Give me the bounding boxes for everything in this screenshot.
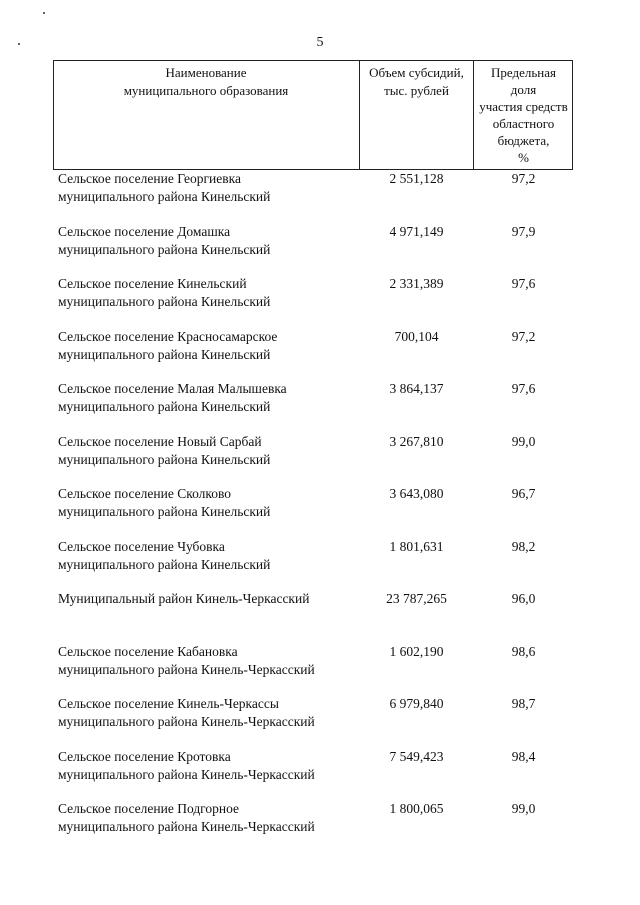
municipality-name: Сельское поселение Подгорное муниципального района Кинель-Черкасский: [58, 801, 315, 834]
municipality-name: Сельское поселение Малая Малышевка муниципального района Кинельский: [58, 381, 287, 414]
table-body: [0, 170, 640, 853]
budget-share: 97,9: [511, 223, 536, 239]
subsidy-volume: 7 549,423: [389, 748, 444, 764]
municipality-name: Сельское поселение Кротовка муниципального района Кинель-Черкасский: [58, 748, 315, 782]
budget-share: 98,2: [511, 538, 536, 554]
municipality-name: Сельское поселение Домашка муниципального района Кинельский: [58, 223, 271, 257]
budget-share: 97,6: [511, 381, 536, 396]
table-row: [0, 800, 640, 853]
header-subsidy-volume: Объем субсидий, тыс. рублей: [369, 65, 464, 98]
table-row: [0, 695, 640, 748]
budget-share: 98,4: [511, 748, 536, 764]
table-row: [0, 275, 640, 328]
budget-share: 97,2: [511, 328, 536, 344]
subsidy-volume: 1 800,065: [389, 801, 444, 816]
table-row: [0, 590, 640, 643]
municipality-name: Сельское поселение Георгиевка муниципального района Кинельский: [58, 171, 271, 204]
budget-share: 98,6: [511, 643, 536, 659]
subsidy-volume: 1 801,631: [389, 538, 444, 554]
table-row: [0, 223, 640, 276]
municipality-name: Сельское поселение Кабановка муниципального района Кинель-Черкасский: [58, 643, 315, 677]
budget-share: 99,0: [511, 801, 536, 816]
subsidy-volume: 6 979,840: [389, 696, 444, 711]
table-header: [53, 60, 573, 170]
municipality-name: Муниципальный район Кинель-Черкасский: [58, 591, 310, 606]
budget-share: 96,7: [511, 486, 536, 501]
table-row: [0, 380, 640, 433]
subsidy-volume: 2 331,389: [389, 276, 444, 291]
header-budget-share: Предельная доля участия средств областного бюджета, %: [479, 65, 568, 165]
subsidy-volume: 3 864,137: [389, 381, 444, 396]
table-row: [0, 538, 640, 591]
budget-share: 97,2: [511, 171, 536, 186]
table-row: [0, 748, 640, 801]
municipality-name: Сельское поселение Чубовка муниципального района Кинельский: [58, 538, 271, 572]
subsidy-volume: 700,104: [394, 328, 439, 344]
subsidy-volume: 3 267,810: [389, 433, 444, 449]
scan-speck: [43, 12, 45, 14]
table-row: [0, 433, 640, 486]
municipality-name: Сельское поселение Сколково муниципального района Кинельский: [58, 486, 271, 519]
table-row: [0, 170, 640, 223]
page-number: 5: [316, 35, 324, 50]
table-row: [0, 485, 640, 538]
municipality-name: Сельское поселение Кинель-Черкассы муниципального района Кинель-Черкасский: [58, 696, 315, 729]
subsidy-volume: 3 643,080: [389, 486, 444, 501]
budget-share: 97,6: [511, 276, 536, 291]
subsidy-volume: 23 787,265: [386, 591, 447, 606]
budget-share: 96,0: [511, 591, 536, 606]
budget-share: 99,0: [511, 433, 536, 449]
municipality-name: Сельское поселение Красносамарское муниципального района Кинельский: [58, 328, 278, 362]
municipality-name: Сельское поселение Новый Сарбай муниципального района Кинельский: [58, 433, 271, 467]
municipality-name: Сельское поселение Кинельский муниципального района Кинельский: [58, 276, 271, 309]
header-municipality-name: Наименование муниципального образования: [123, 65, 289, 98]
budget-share: 98,7: [511, 696, 536, 711]
subsidy-volume: 1 602,190: [389, 643, 444, 659]
subsidy-volume: 2 551,128: [389, 171, 444, 186]
subsidy-volume: 4 971,149: [389, 223, 444, 239]
table-row: [0, 643, 640, 696]
table-row: [0, 328, 640, 381]
